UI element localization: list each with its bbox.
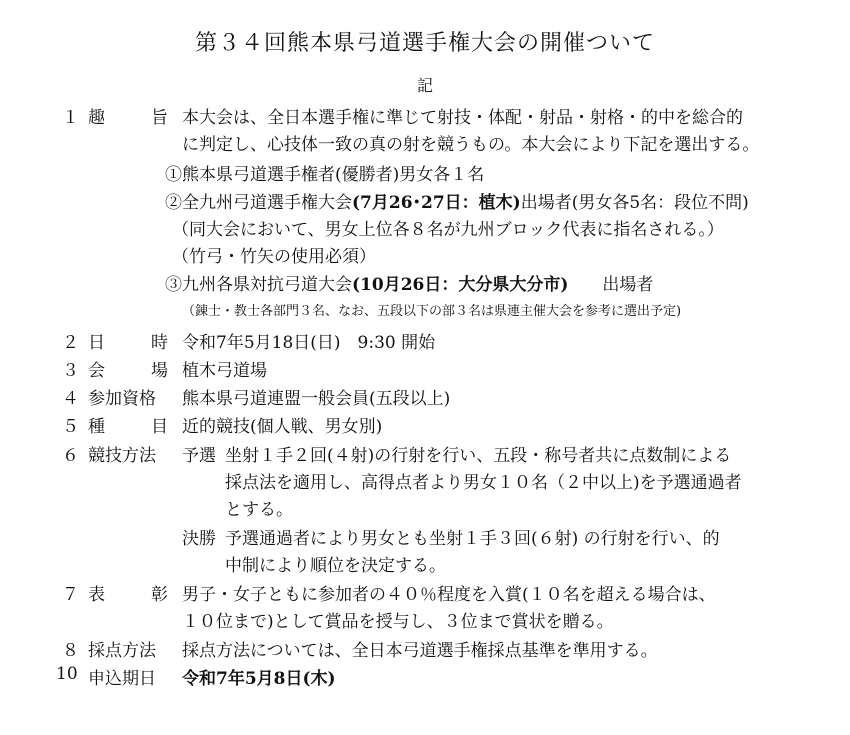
section-1-item-3-post: 出場者 — [602, 275, 654, 295]
section-1-item-3-note: （錬士・教士各部門３名、なお、五段以下の部３名は県連主催大会を参考に選出予定) — [182, 304, 682, 319]
section-10-number: 10 — [56, 664, 78, 684]
section-6-yosen-line-2: 採点法を適用し、高得点者より男女１０名（２中以上)を予選通過者 — [225, 473, 742, 493]
section-2-value: 令和7年5月18日(日) 9:30 開始 — [182, 333, 436, 353]
section-2-label-b: 時 — [151, 333, 168, 353]
section-6-yosen-line-3: とする。 — [225, 500, 293, 520]
section-3-value: 植木弓道場 — [182, 361, 267, 381]
section-1-number: １ — [62, 108, 79, 128]
ki-heading: 記 — [416, 76, 433, 95]
section-1-item-2-pre: ②全九州弓道選手権大会 — [165, 193, 352, 213]
section-5-number: ５ — [62, 417, 79, 437]
section-10-label: 申込期日 — [88, 669, 156, 689]
section-7-number: ７ — [62, 585, 79, 605]
section-7-label-a: 表 — [88, 585, 105, 605]
page-title: 第３４回熊本県弓道選手権大会の開催ついて — [194, 31, 655, 56]
section-4-number: ４ — [62, 389, 79, 409]
section-6-yosen-label: 予選 — [182, 446, 216, 466]
section-6-kessho-line-1: 予選通過者により男女とも坐射１手３回(６射) の行射を行い、的 — [225, 529, 720, 549]
section-5-label-b: 目 — [151, 417, 168, 437]
section-1-label-a: 趣 — [88, 108, 105, 128]
section-6-kessho-label: 決勝 — [182, 529, 216, 549]
section-7-line-2: １０位まで)として賞品を授与し、３位まで賞状を贈る。 — [182, 612, 614, 632]
section-2-label — [88, 328, 168, 353]
section-1-item-3 — [165, 270, 653, 295]
section-2-label-a: 日 — [88, 333, 105, 353]
section-6-yosen-line-1: 坐射１手２回(４射)の行射を行い、五段・称号者共に点数制による — [225, 446, 732, 466]
section-1-item-2-note-1: （同大会において、男女上位各８名が九州ブロック代表に指名される。） — [172, 220, 724, 240]
section-8-number: ８ — [62, 641, 79, 661]
section-1-item-2 — [165, 188, 749, 213]
section-7-label — [88, 580, 168, 605]
section-1-line-2: に判定し、心技体一致の真の射を競うもの。本大会により下記を選出する。 — [182, 135, 760, 155]
section-1-label — [88, 103, 168, 128]
section-3-label-a: 会 — [88, 361, 105, 381]
section-6-kessho-line-2: 中制により順位を決定する。 — [225, 556, 446, 576]
section-7-line-1: 男子・女子ともに参加者の４０％程度を入賞(１０名を超える場合は、 — [182, 585, 716, 605]
section-4-label: 参加資格 — [88, 389, 156, 409]
section-6-number: ６ — [62, 446, 79, 466]
section-1-item-3-bold: (10月26日：大分県大分市) — [352, 275, 569, 295]
section-1-line-1: 本大会は、全日本選手権に準じて射技・体配・射品・射格・的中を総合的 — [182, 108, 743, 128]
section-3-label — [88, 356, 168, 381]
section-6-label: 競技方法 — [88, 446, 156, 466]
section-3-label-b: 場 — [151, 361, 168, 381]
section-7-label-b: 彰 — [151, 585, 168, 605]
section-5-label — [88, 412, 168, 437]
section-10-value: 令和7年5月8日(木) — [182, 669, 336, 689]
section-5-label-a: 種 — [88, 417, 105, 437]
section-5-value: 近的競技(個人戦、男女別) — [182, 417, 383, 437]
section-1-item-3-pre: ③九州各県対抗弓道大会 — [165, 275, 352, 295]
section-1-item-2-note-2: （竹弓・竹矢の使用必須） — [172, 247, 376, 267]
section-1-item-2-bold: (7月26･27日：植木) — [352, 193, 521, 213]
section-8-value: 採点方法については、全日本弓道選手権採点基準を準用する。 — [182, 641, 658, 661]
section-1-item-1: ①熊本県弓道選手権者(優勝者)男女各１名 — [165, 165, 485, 185]
section-4-value: 熊本県弓道連盟一般会員(五段以上) — [182, 389, 451, 409]
section-2-number: ２ — [62, 333, 79, 353]
section-1-item-2-post: 出場者(男女各5名：段位不問) — [520, 193, 749, 213]
section-3-number: ３ — [62, 361, 79, 381]
section-8-label: 採点方法 — [88, 641, 156, 661]
section-1-label-b: 旨 — [151, 108, 168, 128]
